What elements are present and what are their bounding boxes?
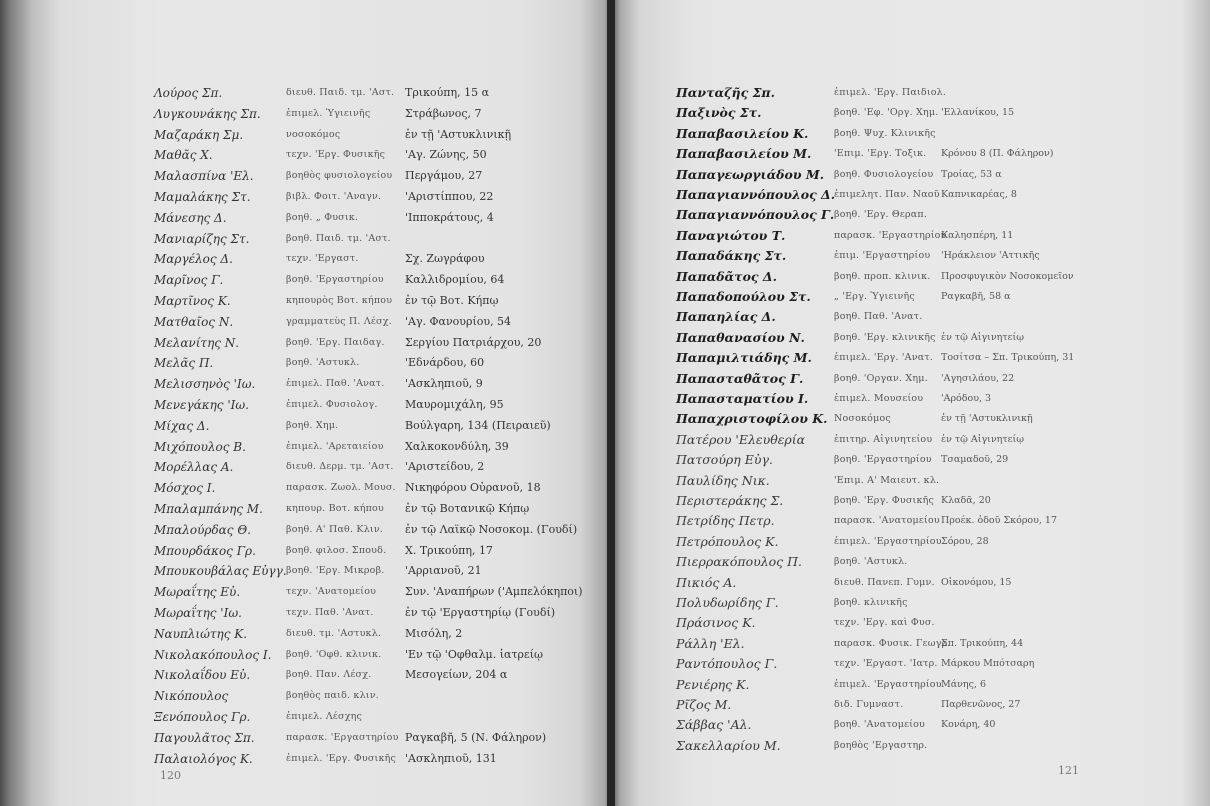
person-name: Ραντόπουλος Γ.	[676, 656, 778, 672]
person-name: Παπασταθᾶτος Γ.	[676, 370, 804, 386]
person-name: Πατσούρη Εὐγ.	[676, 452, 773, 468]
directory-row	[612, 574, 1210, 592]
address: 'Ασκληπιοῦ, 9	[405, 377, 483, 391]
directory-row	[0, 708, 612, 726]
person-name: Μαρῖνος Γ.	[154, 273, 224, 288]
person-name: Μάνεσης Δ.	[154, 210, 227, 225]
person-name: Μιχόπουλος Β.	[154, 439, 246, 454]
directory-row	[612, 349, 1210, 367]
directory-row	[612, 84, 1210, 102]
person-name: Παπαβασιλείου Μ.	[676, 146, 812, 162]
directory-row	[612, 431, 1210, 449]
address: ἐν τῷ Αἰγινητείῳ	[941, 433, 1025, 445]
directory-row	[612, 186, 1210, 204]
directory-row	[612, 614, 1210, 632]
directory-row	[0, 167, 612, 185]
position-title: βοηθ. 'Εργ. Φυσικῆς	[834, 495, 935, 506]
person-name: Μορέλλας Α.	[154, 460, 234, 475]
position-title: ἐπιμελ. Μουσείου	[834, 393, 924, 404]
right-page-number: 121	[1058, 764, 1079, 777]
position-title: βοηθ. 'Αστυκλ.	[286, 357, 360, 369]
person-name: Νικόπουλος	[154, 689, 229, 704]
position-title: βοηθ. 'Εργ. κλινικῆς	[834, 331, 936, 343]
position-title: „ 'Εργ. Ὑγιεινῆς	[834, 291, 915, 302]
address: 'Εδνάρδου, 60	[405, 356, 485, 370]
person-name: Ναυπλιώτης Κ.	[154, 626, 248, 641]
position-title: τεχν. Παθ. 'Ανατ.	[286, 607, 374, 618]
directory-row	[0, 625, 612, 643]
directory-row	[612, 594, 1210, 612]
position-title: διδ. Γυμναστ.	[834, 699, 904, 710]
address: ἐν τῷ Βοτ. Κήπῳ	[405, 294, 499, 307]
address: 'Αγ. Ζώνης, 50	[405, 148, 487, 162]
address: Χ. Τρικούπη, 17	[405, 543, 493, 557]
address: 'Αγ. Φανουρίου, 54	[405, 314, 512, 328]
position-title: ἐπιμελ. 'Αρεταιείου	[286, 440, 384, 452]
position-title: βοηθ. Α' Παθ. Κλιν.	[286, 523, 384, 535]
position-title: ἐπιμελ. 'Εργ. Παιδιολ.	[834, 87, 947, 98]
directory-row	[0, 375, 612, 393]
directory-row	[0, 334, 612, 352]
directory-row	[0, 209, 612, 227]
position-title: ἐπιμελ. 'Εργ. 'Ανατ.	[834, 352, 934, 364]
position-title: διευθ. Δερμ. τμ. 'Αστ.	[286, 461, 394, 473]
person-name: Παναγιώτου Τ.	[676, 227, 786, 243]
position-title: βοηθ. 'Εφ. 'Οργ. Χημ.	[834, 107, 939, 119]
directory-row	[0, 313, 612, 331]
directory-row	[612, 553, 1210, 571]
person-name: Μαζαράκη Σμ.	[154, 127, 244, 142]
directory-row	[0, 521, 612, 539]
address: Σεργίου Πατριάρχου, 20	[405, 335, 542, 349]
person-name: Παπαχριστοφίλου Κ.	[676, 411, 828, 427]
position-title: βοηθ. 'Εργ. Μικροβ.	[286, 565, 385, 577]
person-name: Παπαγεωργιάδου Μ.	[676, 166, 825, 182]
position-title: διευθ. τμ. 'Αστυκλ.	[286, 627, 382, 639]
directory-row	[612, 227, 1210, 245]
person-name: Μαρτῖνος Κ.	[154, 294, 231, 308]
person-name: Πολυδωρίδης Γ.	[676, 595, 779, 610]
position-title: διευθ. Παιδ. τμ. 'Αστ.	[286, 87, 395, 98]
position-title: τεχν. 'Εργαστ. 'Ιατρ.	[834, 658, 938, 670]
person-name: Πικιός Α.	[676, 574, 737, 590]
directory-row	[0, 354, 612, 372]
position-title: ἐπιτηρ. Αἰγινητείου	[834, 433, 933, 445]
directory-row	[612, 635, 1210, 653]
directory-row	[0, 146, 612, 164]
directory-row	[612, 716, 1210, 734]
directory-row	[0, 750, 612, 768]
position-title: βοηθ. 'Ανατομείου	[834, 719, 926, 731]
directory-row	[612, 288, 1210, 306]
person-name: Λυγκουνάκης Σπ.	[154, 106, 261, 121]
address: Καπνικαρέας, 8	[941, 189, 1017, 200]
person-name: Μανιαρίζης Στ.	[154, 231, 250, 246]
address: Σπ. Τρικούπη, 44	[941, 637, 1024, 649]
directory-row	[0, 188, 612, 206]
position-title: κηπουρ. Βοτ. κήπου	[286, 503, 384, 514]
address: ἐν τῇ 'Αστυκλινικῇ	[941, 413, 1033, 425]
directory-row	[612, 308, 1210, 326]
position-title: βοηθ. προπ. κλινικ.	[834, 270, 931, 282]
directory-row	[0, 542, 612, 560]
position-title: βοηθ. 'Οργαν. Χημ.	[834, 372, 928, 384]
position-title: βοηθ. κλινικῆς	[834, 597, 908, 608]
directory-row	[612, 472, 1210, 490]
address: Μάνης, 6	[941, 678, 987, 690]
person-name: Παπαδᾶτος Δ.	[676, 268, 777, 284]
right-page	[612, 0, 1210, 806]
person-name: Νικολακόπουλος Ι.	[154, 647, 272, 662]
position-title: ἐπιμελ. 'Εργαστηρίου	[834, 535, 942, 547]
position-title: ἐπιμελ. Ὑγιεινῆς	[286, 107, 371, 119]
directory-row	[0, 250, 612, 268]
address: Βούλγαρη, 134 (Πειραιεῦ)	[405, 418, 551, 432]
position-title: βοηθ. Παθ. 'Ανατ.	[834, 311, 923, 323]
person-name: Μπαλούρδας Θ.	[154, 522, 251, 537]
address: 'Αριστίππου, 22	[405, 190, 494, 203]
position-title: παρασκ. 'Εργαστηρίου	[834, 229, 947, 241]
address: 'Ιπποκράτους, 4	[405, 210, 494, 224]
directory-row	[0, 604, 612, 622]
address: 'Αγησιλάου, 22	[941, 372, 1015, 384]
person-name: Μελανίτης Ν.	[154, 335, 240, 350]
person-name: Παξινὸς Στ.	[676, 105, 762, 121]
position-title: κηπουρὸς Βοτ. κήπου	[286, 295, 393, 306]
position-title: βοηθ. 'Οφθ. κλινικ.	[286, 648, 382, 660]
directory-row	[612, 533, 1210, 551]
directory-row	[612, 247, 1210, 265]
address: Κονάρη, 40	[941, 719, 996, 731]
person-name: Ράλλη 'Ελ.	[676, 635, 745, 651]
person-name: Παπαβασιλείου Κ.	[676, 125, 809, 141]
address: Περγάμου, 27	[405, 169, 483, 183]
address: Τροίας, 53 α	[941, 168, 1002, 180]
position-title: βοηθὸς 'Εργαστηρ.	[834, 739, 928, 751]
position-title: βοηθ. Χημ.	[286, 419, 339, 431]
person-name: Παπαμιλτιάδης Μ.	[676, 350, 812, 366]
person-name: Πανταζῆς Σπ.	[676, 85, 775, 100]
address: 'Ηράκλειον 'Αττικῆς	[941, 250, 1040, 262]
address: Προσφυγικὸν Νοσοκομεῖον	[941, 270, 1074, 282]
directory-row	[612, 268, 1210, 286]
person-name: Σάββας 'Αλ.	[676, 717, 752, 733]
position-title: βοηθ. „ Φυσικ.	[286, 211, 359, 223]
address: Καλλιδρομίου, 64	[405, 273, 505, 287]
address: 'Ελλανίκου, 15	[941, 107, 1015, 119]
position-title: νοσοκόμος	[286, 128, 341, 140]
address: ἐν τῷ Βοτανικῷ Κήπῳ	[405, 502, 530, 515]
directory-row	[612, 104, 1210, 122]
position-title: διευθ. Πανεπ. Γυμν.	[834, 576, 935, 588]
address: Καλησπέρη, 11	[941, 229, 1014, 241]
position-title: Νοσοκόμος	[834, 413, 891, 425]
address: Συν. 'Αναπήρων ('Αμπελόκηποι)	[405, 585, 583, 599]
address: Σχ. Ζωγράφου	[405, 252, 485, 266]
directory-row	[612, 390, 1210, 408]
address: Χαλκοκονδύλη, 39	[405, 439, 509, 453]
directory-row	[0, 126, 612, 144]
person-name: Πατέρου 'Ελευθερία	[676, 431, 806, 447]
position-title: βοηθ. Ψυχ. Κλινικῆς	[834, 127, 936, 139]
book-spine	[607, 0, 615, 806]
directory-row	[0, 666, 612, 684]
address: Τσαμαδοῦ, 29	[941, 454, 1009, 466]
directory-row	[612, 329, 1210, 347]
person-name: Ρῖζος Μ.	[676, 697, 732, 712]
person-name: Μελισσηνὸς 'Ιω.	[154, 377, 256, 392]
address: Σόρου, 28	[941, 535, 989, 547]
address: Τοσίτσα – Σπ. Τρικούπη, 31	[941, 352, 1075, 364]
position-title: βοηθ. 'Εργαστηρίου	[286, 274, 384, 286]
person-name: Πράσινος Κ.	[676, 615, 756, 631]
position-title: ἐπιμελ. 'Εργαστηρίου	[834, 678, 942, 690]
person-name: Παλαιολόγος Κ.	[154, 751, 253, 766]
address: Προέκ. ὁδοῦ Σκόρου, 17	[941, 515, 1058, 527]
person-name: Πιερρακόπουλος Π.	[676, 554, 803, 570]
directory-row	[0, 271, 612, 289]
person-name: Μαργέλος Δ.	[154, 252, 233, 267]
address: Μάρκου Μπότσαρη	[941, 658, 1035, 670]
directory-row	[0, 729, 612, 747]
address: 'Αρριανοῦ, 21	[405, 564, 482, 578]
directory-row	[612, 737, 1210, 755]
person-name: Πετρίδης Πετρ.	[676, 513, 775, 529]
position-title: τεχν. 'Ανατομείου	[286, 586, 377, 598]
person-name: Ρενιέρης Κ.	[676, 676, 750, 692]
person-name: Μαλασπίνα 'Ελ.	[154, 169, 254, 184]
directory-row	[0, 583, 612, 601]
directory-row	[0, 646, 612, 664]
person-name: Μόσχος Ι.	[154, 481, 216, 496]
person-name: Μαθᾶς Χ.	[154, 148, 213, 163]
person-name: Μπουκουβάλας Εὐγγ.	[154, 564, 287, 579]
address: Μισόλη, 2	[405, 626, 463, 640]
position-title: παρασκ. Φυσικ. Γεωγρ.	[834, 637, 951, 649]
address: Τρικούπη, 15 α	[405, 86, 490, 99]
person-name: Μωραΐτης Εὐ.	[154, 585, 241, 600]
position-title: βοηθὸς φυσιολογείου	[286, 170, 393, 182]
address: 'Αρόδου, 3	[941, 393, 992, 404]
position-title: βοηθ. 'Εργ. Θεραπ.	[834, 209, 928, 221]
address: Μαυρομιχάλη, 95	[405, 398, 504, 411]
position-title: βοηθὸς παιδ. κλιν.	[286, 690, 379, 702]
position-title: ἐπιμ. 'Εργαστηρίου	[834, 250, 931, 262]
position-title: παρασκ. 'Ανατομείου	[834, 515, 940, 527]
position-title: βοηθ. φιλοσ. Σπουδ.	[286, 544, 387, 556]
position-title: παρασκ. Ζωολ. Μουσ.	[286, 482, 396, 494]
directory-row	[0, 417, 612, 435]
position-title: ἐπιμελ. Φυσιολογ.	[286, 399, 378, 410]
position-title: βοηθ. 'Εργ. Παιδαγ.	[286, 336, 385, 348]
person-name: Παπαδάκης Στ.	[676, 248, 787, 264]
directory-row	[612, 166, 1210, 184]
directory-row	[612, 206, 1210, 224]
address: Κλαδᾶ, 20	[941, 495, 991, 506]
directory-row	[0, 500, 612, 518]
person-name: Πετρόπουλος Κ.	[676, 533, 779, 549]
person-name: Μενεγάκης 'Ιω.	[154, 398, 249, 412]
address: ἐν τῷ 'Εργαστηρίῳ (Γουδί)	[405, 606, 556, 619]
person-name: Μπαλαμπάνης Μ.	[154, 502, 263, 516]
directory-row	[612, 370, 1210, 388]
person-name: Παπαθανασίου Ν.	[676, 329, 805, 345]
position-title: βοηθ. Φυσιολογείου	[834, 168, 934, 180]
directory-row	[0, 562, 612, 580]
directory-row	[612, 655, 1210, 673]
position-title: παρασκ. 'Εργαστηρίου	[286, 731, 399, 743]
position-title: βιβλ. Φοιτ. 'Αναγν.	[286, 191, 382, 202]
person-name: Περιστεράκης Σ.	[676, 493, 784, 508]
position-title: ἐπιμελητ. Παν. Ναοῦ	[834, 189, 940, 200]
person-name: Λούρος Σπ.	[154, 86, 223, 100]
directory-row	[0, 292, 612, 310]
directory-row	[612, 512, 1210, 530]
directory-row	[0, 230, 612, 248]
address: Στράβωνος, 7	[405, 106, 482, 120]
position-title: βοηθ. Παν. Λέσχ.	[286, 669, 372, 681]
address: ἐν τῇ 'Αστυκλινικῇ	[405, 127, 512, 141]
person-name: Μπουρδάκος Γρ.	[154, 543, 256, 558]
address: Μεσογείων, 204 α	[405, 668, 508, 682]
directory-row	[0, 396, 612, 414]
directory-row	[0, 84, 612, 102]
directory-row	[0, 105, 612, 123]
person-name: Παπαηλίας Δ.	[676, 309, 776, 325]
address: 'Αριστείδου, 2	[405, 460, 485, 474]
directory-row	[612, 696, 1210, 714]
address: ἐν τῷ Αἰγινητείῳ	[941, 331, 1025, 343]
person-name: Μαμαλάκης Στ.	[154, 190, 251, 204]
directory-row	[612, 492, 1210, 510]
person-name: Μίχας Δ.	[154, 418, 210, 433]
address: Ραγκαβῆ, 58 α	[941, 291, 1011, 302]
position-title: τεχν. 'Εργ. καὶ Φυσ.	[834, 617, 935, 629]
directory-row	[612, 410, 1210, 428]
position-title: 'Επιμ. 'Εργ. Τοξικ.	[834, 148, 927, 160]
position-title: τεχν. 'Εργαστ.	[286, 253, 359, 265]
directory-row	[0, 438, 612, 456]
person-name: Παπαδοπούλου Στ.	[676, 289, 811, 304]
person-name: Παυλίδης Νικ.	[676, 472, 770, 488]
directory-row	[0, 479, 612, 497]
person-name: Ματθαῖος Ν.	[154, 314, 234, 329]
position-title: ἐπιμελ. Λέσχης	[286, 711, 363, 722]
position-title: 'Επιμ. Α' Μαιευτ. κλ.	[834, 474, 940, 486]
position-title: ἐπιμελ. 'Εργ. Φυσικῆς	[286, 752, 396, 764]
address: Οἰκονόμου, 15	[941, 576, 1012, 588]
address: 'Εν τῷ 'Οφθαλμ. ἰατρείῳ	[405, 647, 543, 661]
directory-row	[0, 458, 612, 476]
position-title: γραμματεὺς Π. Λέσχ.	[286, 315, 392, 327]
person-name: Νικολαΐδου Εὐ.	[154, 668, 251, 683]
person-name: Παπασταματίου Ι.	[676, 391, 809, 406]
person-name: Μωραΐτης 'Ιω.	[154, 606, 242, 620]
person-name: Παγουλᾶτος Σπ.	[154, 730, 255, 745]
position-title: τεχν. 'Εργ. Φυσικῆς	[286, 149, 386, 161]
directory-row	[612, 125, 1210, 143]
address: Νικηφόρου Οὐρανοῦ, 18	[405, 481, 541, 495]
position-title: βοηθ. 'Εργαστηρίου	[834, 454, 932, 466]
directory-row	[612, 676, 1210, 694]
directory-row	[612, 451, 1210, 469]
position-title: βοηθ. Παιδ. τμ. 'Αστ.	[286, 232, 391, 244]
person-name: Σακελλαρίου Μ.	[676, 737, 781, 753]
person-name: Παπαγιαννόπουλος Δ.	[676, 187, 836, 202]
address: Ραγκαβῆ, 5 (Ν. Φάληρον)	[405, 730, 547, 744]
directory-row	[0, 687, 612, 705]
directory-row	[612, 145, 1210, 163]
position-title: ἐπιμελ. Παθ. 'Ανατ.	[286, 378, 385, 390]
person-name: Ξενόπουλος Γρ.	[154, 710, 251, 724]
left-page-number: 120	[160, 769, 181, 782]
position-title: βοηθ. 'Αστυκλ.	[834, 556, 908, 568]
address: Παρθενῶνος, 27	[941, 699, 1021, 710]
address: 'Ασκληπιοῦ, 131	[405, 751, 497, 765]
person-name: Παπαγιαννόπουλος Γ.	[676, 207, 835, 223]
person-name: Μελᾶς Π.	[154, 356, 214, 371]
address: ἐν τῷ Λαϊκῷ Νοσοκομ. (Γουδί)	[405, 522, 578, 536]
address: Κρόνου 8 (Π. Φάληρον)	[941, 148, 1054, 160]
